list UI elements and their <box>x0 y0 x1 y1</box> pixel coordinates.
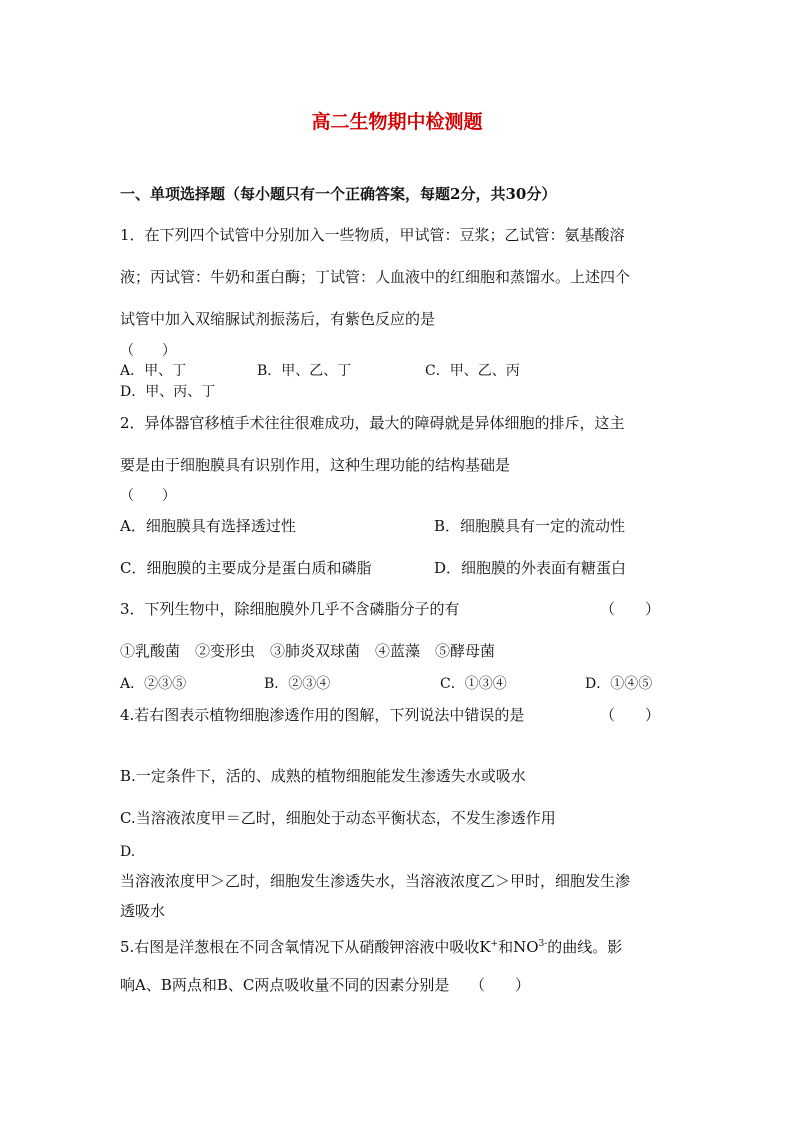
q2-option-d: D．细胞膜的外表面有糖蛋白 <box>434 559 627 577</box>
q2-stem-line2: 要是由于细胞膜具有识别作用，这种生理功能的结构基础是 <box>120 456 511 474</box>
q1-option-a: A．甲、丁 <box>120 363 187 379</box>
q2-option-b: B．细胞膜具有一定的流动性 <box>434 517 626 535</box>
page-title: 高二生物期中检测题 <box>311 111 483 133</box>
q5-stem-part2: 和NO <box>498 938 539 956</box>
q3-option-d: D．①④⑤ <box>585 676 653 692</box>
q4-stem: 4.若右图表示植物细胞渗透作用的图解，下列说法中错误的是 <box>120 706 525 724</box>
q1-stem-line3: 试管中加入双缩脲试剂振荡后，有紫色反应的是 <box>120 310 436 328</box>
q5-no3-superscript: 3- <box>538 939 548 949</box>
q5-stem-part3: 的曲线。影 <box>547 938 623 956</box>
section-heading: 一、单项选择题（每小题只有一个正确答案，每题2分，共30分） <box>120 185 557 203</box>
q2-stem-line1: 2．异体器官移植手术往往很难成功，最大的障碍就是异体细胞的排斥，这主 <box>120 414 625 432</box>
q4-option-d-label: D. <box>120 844 136 860</box>
q4-option-d-line1: 当溶液浓度甲＞乙时，细胞发生渗透失水，当溶液浓度乙＞甲时，细胞发生渗 <box>120 872 631 890</box>
q1-answer-blank: （ ） <box>120 343 176 359</box>
q4-option-c: C.当溶液浓度甲＝乙时，细胞处于动态平衡状态，不发生渗透作用 <box>120 809 556 827</box>
q5-answer-blank: （ ） <box>470 976 531 994</box>
q4-answer-blank: （ ） <box>600 706 661 724</box>
q2-option-c: C．细胞膜的主要成分是蛋白质和磷脂 <box>120 559 372 577</box>
q2-option-a: A．细胞膜具有选择透过性 <box>120 517 296 535</box>
q4-option-b: B.一定条件下，活的、成熟的植物细胞能发生渗透失水或吸水 <box>120 767 526 785</box>
q1-option-c: C．甲、乙、丙 <box>425 363 520 379</box>
q1-option-d: D．甲、丙、丁 <box>120 384 216 400</box>
q3-option-a: A．②③⑤ <box>120 676 187 692</box>
q1-option-b: B．甲、乙、丁 <box>257 363 352 379</box>
q3-option-c: C．①③④ <box>440 676 507 692</box>
q5-k-superscript: + <box>490 939 499 949</box>
q3-option-b: B．②③④ <box>264 676 331 692</box>
q3-answer-blank: （ ） <box>600 600 661 618</box>
q1-stem-line1: 1．在下列四个试管中分别加入一些物质，甲试管：豆浆；乙试管：氨基酸溶 <box>120 226 625 244</box>
q3-stem: 3．下列生物中，除细胞膜外几乎不含磷脂分子的有 <box>120 600 460 618</box>
q3-item-list: ①乳酸菌 ②变形虫 ③肺炎双球菌 ④蓝藻 ⑤酵母菌 <box>120 642 496 660</box>
q2-answer-blank: （ ） <box>120 488 176 504</box>
q5-stem-line1 <box>120 935 622 956</box>
q5-stem-part1: 5.右图是洋葱根在不同含氧情况下从硝酸钾溶液中吸收K <box>120 938 491 956</box>
q4-option-d-line2: 透吸水 <box>120 902 166 920</box>
q1-stem-line2: 液；丙试管：牛奶和蛋白酶；丁试管：人血液中的红细胞和蒸馏水。上述四个 <box>120 268 631 286</box>
q5-stem-line2: 响A、B两点和B、C两点吸收量不同的因素分别是 <box>120 976 450 994</box>
